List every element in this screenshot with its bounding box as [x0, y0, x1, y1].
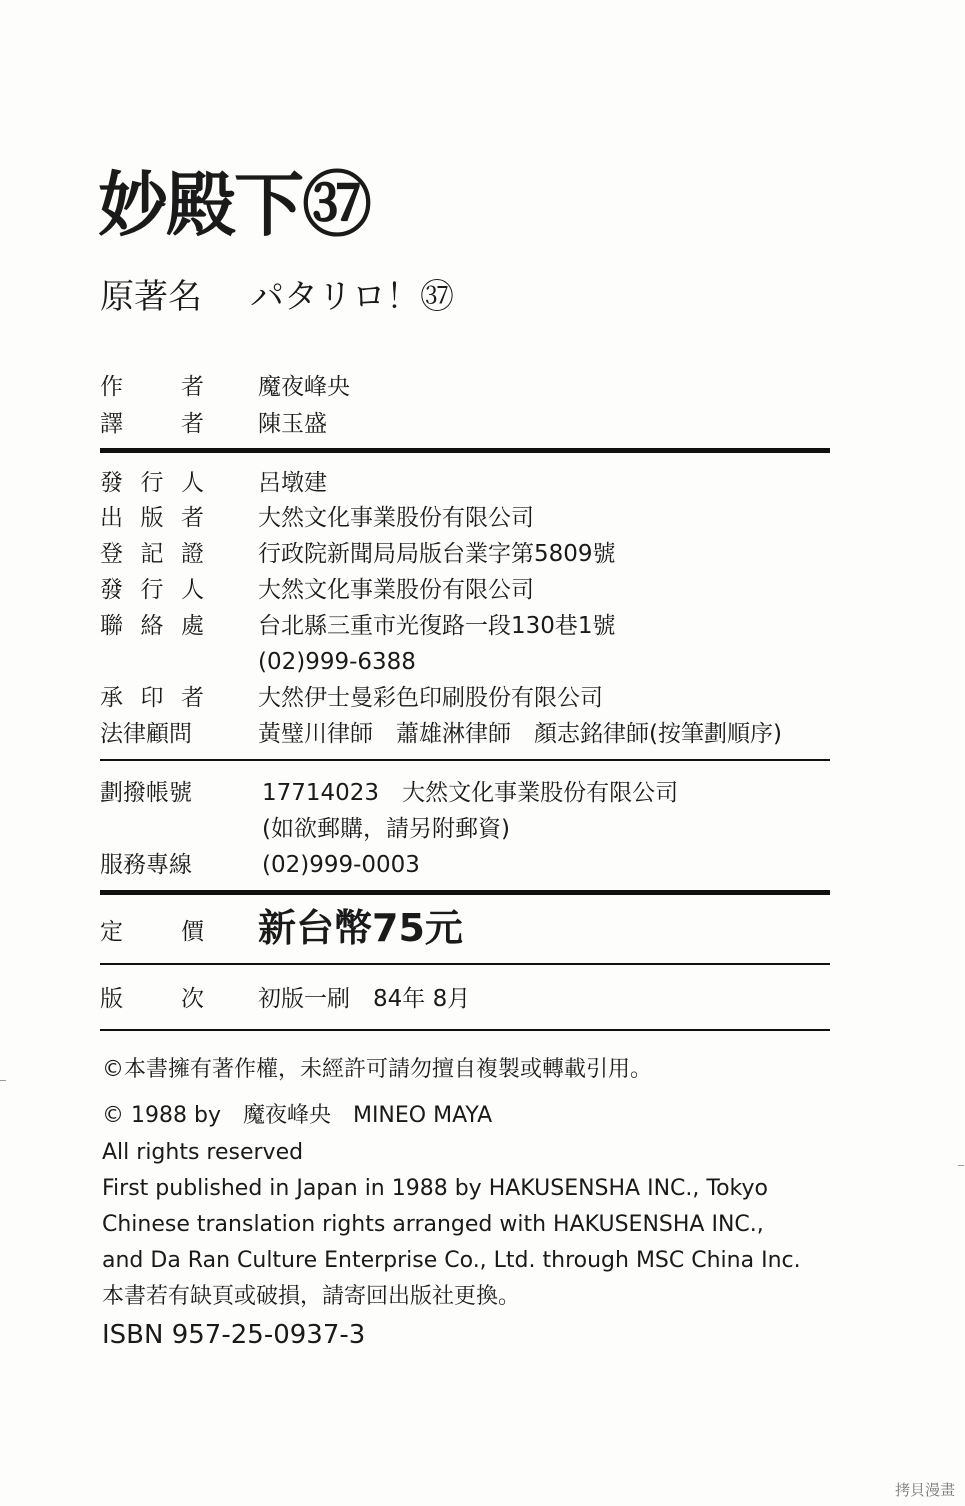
credit-value: 陳玉盛	[258, 411, 327, 437]
original-title-value: パタリロ！㊲	[250, 277, 454, 317]
copyright-line: All rights reserved	[102, 1140, 304, 1165]
copyright-line: 本書若有缺頁或破損，請寄回出版社更換。	[102, 1284, 521, 1309]
credit-value: 魔夜峰央	[258, 374, 350, 400]
credit-label: 譯 者	[100, 411, 204, 437]
copyright-line: © 1988 by 魔夜峰央 MINEO MAYA	[102, 1103, 493, 1128]
divider-thin	[100, 1029, 830, 1031]
original-title-label: 原著名	[100, 277, 202, 317]
original-title	[100, 272, 454, 322]
watermark: 拷貝漫畫	[894, 1481, 955, 1499]
isbn: ISBN 957-25-0937-3	[102, 1320, 366, 1350]
colophon-page: 妙殿下㊲ 原著名 パタリロ！㊲ 作 者 魔夜峰央 譯 者 陳玉盛 發 行 人 呂墩建 出 版 者 大然文化事業股份有限公司 登 記 證 行政院新聞局局版台業字第5809號 發 行 人 大然文化事業股份有限公司 聯 絡 處 台北縣三重市光復路一段130巷1號 (02)999-6388 承 印 者 大然伊士曼彩色印刷股份有限公司 法律顧問 黃璧川律師 蕭雄淋律師 顏志銘律師(按筆劃順序) 劃撥帳號 17714023 大然文化事業股份有限公司 (如欲郵購，請另附郵資) 服務專線 (02)999-0003 定 價 新台幣75元 版 次 初版一刷 84年 8月 ©本書擁有著作權，未經許可請勿擅自複製或轉載引用。 © 1988 by 魔夜峰央 MINEO MAYA All rights reserved First published in Japan in 1988 by HAKUSENSHA INC., Tokyo Chinese translation rights arranged with HAKUSENSHA INC., and Da Ran Culture Enterprise Co., Ltd. through MSC China Inc. 本書若有缺頁或破損，請寄回出版社更換。 ISBN 957-25-0937-3 拷貝漫畫	[0, 0, 965, 1506]
credit-label: 作 者	[100, 374, 204, 400]
crop-mark	[958, 1165, 964, 1166]
crop-mark	[0, 1080, 6, 1081]
divider-thin	[100, 759, 830, 761]
copyright-line: First published in Japan in 1988 by HAKUSENSHA INC., Tokyo	[102, 1176, 768, 1201]
divider-thick	[100, 448, 830, 453]
divider-thick	[100, 890, 830, 895]
copyright-line: and Da Ran Culture Enterprise Co., Ltd. through MSC China Inc.	[102, 1248, 801, 1273]
price-value: 新台幣75元	[258, 906, 463, 950]
book-title: 妙殿下㊲	[98, 163, 370, 246]
copyright-line: ©本書擁有著作權，未經許可請勿擅自複製或轉載引用。	[102, 1057, 653, 1082]
copyright-line: Chinese translation rights arranged with HAKUSENSHA INC.,	[102, 1212, 764, 1237]
divider-thin	[100, 963, 830, 965]
